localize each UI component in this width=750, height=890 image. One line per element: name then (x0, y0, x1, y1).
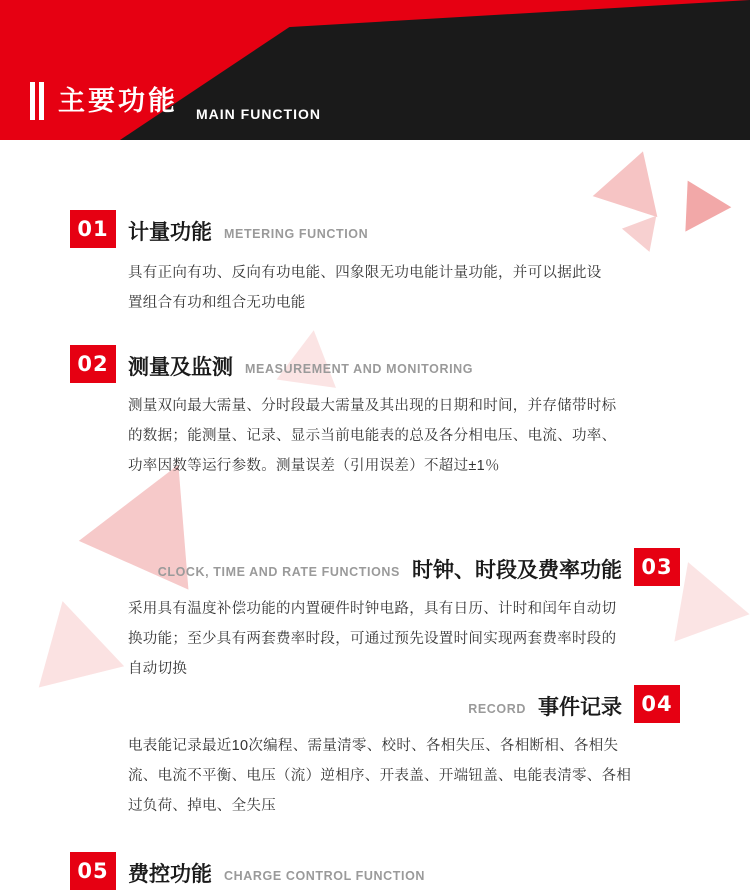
section-02-title-en: MEASUREMENT AND MONITORING (245, 362, 474, 376)
section-04 (0, 685, 750, 821)
section-01-title: 计量功能 (128, 221, 212, 244)
section-05 (0, 852, 750, 890)
page-title-en: MAIN FUNCTION (196, 106, 321, 122)
section-01-number: 01 (70, 210, 116, 248)
deco-triangle-1 (593, 141, 676, 217)
section-03-number: 03 (634, 548, 680, 586)
section-04-head (0, 685, 750, 723)
section-01-head (0, 210, 750, 248)
section-04-title: 事件记录 (538, 696, 622, 719)
section-05-head (0, 852, 750, 890)
section-01-desc: 具有正向有功、反向有功电能、四象限无功电能计量功能，并可以据此设置组合有功和组合无功电能 (128, 265, 602, 311)
section-01 (0, 210, 750, 318)
section-02-title: 测量及监测 (128, 356, 233, 379)
section-02 (0, 345, 750, 481)
section-04-desc: 电表能记录最近10次编程、需量清零、校时、各相失压、各相断相、各相失流、电流不平衡、电压（流）逆相序、开表盖、开端钮盖、电能表清零、各相过负荷、掉电、全失压 (128, 738, 632, 814)
section-04-number: 04 (634, 685, 680, 723)
section-03-desc: 采用具有温度补偿功能的内置硬件时钟电路，具有日历、计时和闰年自动切换功能；至少具有两套费率时段，可通过预先设置时间实现两套费率时段的自动切换 (128, 601, 617, 677)
section-05-number: 05 (70, 852, 116, 890)
section-04-title-en: RECORD (468, 702, 526, 716)
section-05-title: 费控功能 (128, 863, 212, 886)
section-03-title: 时钟、时段及费率功能 (412, 559, 622, 582)
section-05-title-en: CHARGE CONTROL FUNCTION (224, 869, 426, 883)
section-02-head (0, 345, 750, 383)
section-02-number: 02 (70, 345, 116, 383)
section-03 (0, 548, 750, 684)
page-title: 主要功能 (58, 86, 178, 116)
page-header (0, 0, 750, 140)
section-03-title-en: CLOCK, TIME AND RATE FUNCTIONS (157, 565, 400, 579)
section-01-title-en: METERING FUNCTION (224, 227, 369, 241)
section-02-desc: 测量双向最大需量、分时段最大需量及其出现的日期和时间，并存储带时标的数据；能测量、记录、显示当前电能表的总及各分相电压、电流、功率、功率因数等运行参数。测量误差（引用误差）不超过±1％ (128, 398, 617, 474)
header-bars-icon (30, 82, 44, 120)
section-03-head (0, 548, 750, 586)
